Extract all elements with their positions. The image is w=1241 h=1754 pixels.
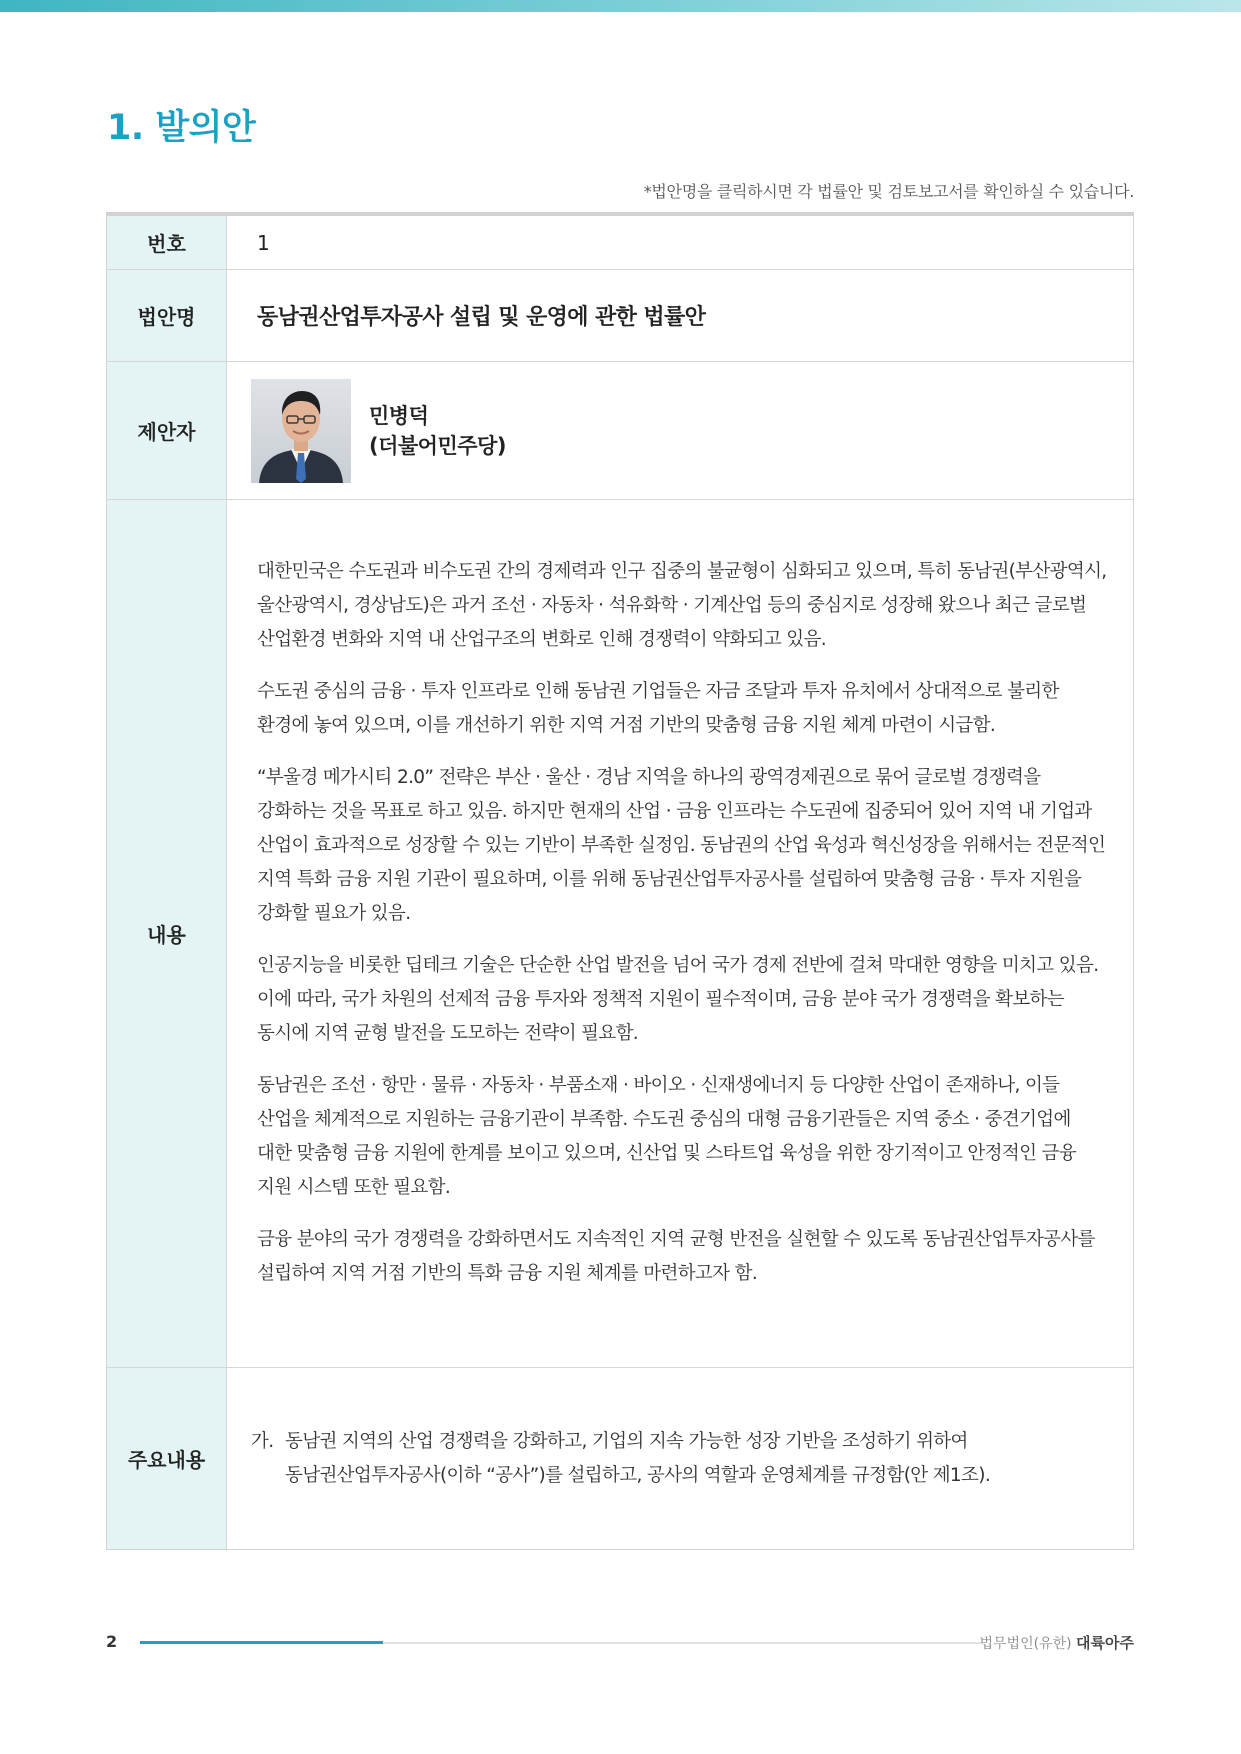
content-paragraphs <box>257 555 1107 1309</box>
content-line: 대한민국은 수도권과 비수도권 간의 경제력과 인구 집중의 불균형이 심화되고 있으며, 특히 동남권(부산광역시, <box>257 561 1107 582</box>
page-number: 2 <box>106 1632 118 1651</box>
person-portrait-icon <box>251 379 351 483</box>
content-label: 내용 <box>107 500 227 1367</box>
content-paragraph <box>257 1223 1107 1291</box>
main-item-line: 동남권산업투자공사(이하 “공사”)를 설립하고, 공사의 역할과 운영체계를 규정함(안 제1조). <box>285 1464 991 1486</box>
bill-title-link[interactable]: 동남권산업투자공사 설립 및 운영에 관한 법률안 <box>257 305 706 330</box>
content-paragraph <box>257 949 1107 1051</box>
row-number <box>107 216 1133 269</box>
proposer-party: (더불어민주당) <box>369 433 506 458</box>
content-line: 금융 분야의 국가 경쟁력을 강화하면서도 지속적인 지역 균형 반전을 실현할 수 있도록 동남권산업투자공사를 <box>257 1229 1095 1250</box>
content-paragraph <box>257 555 1107 657</box>
content-line: 산업이 효과적으로 성장할 수 있는 기반이 부족한 실정임. 동남권의 산업 육성과 혁신성장을 위해서는 전문적인 <box>257 835 1106 856</box>
content-line: 동시에 지역 균형 발전을 도모하는 전략이 필요함. <box>257 1023 639 1044</box>
row-proposer <box>107 361 1133 499</box>
firm-prefix: 법무법인(유한) <box>979 1636 1072 1652</box>
row-main-content <box>107 1367 1133 1549</box>
number-label: 번호 <box>107 216 227 269</box>
content-line: 동남권은 조선 · 항만 · 물류 · 자동차 · 부품소재 · 바이오 · 신재생에너지 등 다양한 산업이 존재하나, 이들 <box>257 1075 1060 1096</box>
content-line: 산업을 체계적으로 지원하는 금융기관이 부족함. 수도권 중심의 대형 금융기관들은 지역 중소 · 중견기업에 <box>257 1109 1071 1130</box>
bill-title-cell <box>227 270 1133 361</box>
content-line: 지역 특화 금융 지원 기관이 필요하며, 이를 위해 동남권산업투자공사를 설립하여 맞춤형 금융 · 투자 지원을 <box>257 869 1082 890</box>
footer-firm <box>980 1632 1135 1653</box>
content-line: 설립하여 지역 거점 기반의 특화 금융 지원 체계를 마련하고자 함. <box>257 1263 758 1284</box>
bill-table <box>106 212 1134 1550</box>
bill-label: 법안명 <box>107 270 227 361</box>
content-line: 이에 따라, 국가 차원의 선제적 금융 투자와 정책적 지원이 필수적이며, 금융 분야 국가 경쟁력을 확보하는 <box>257 989 1064 1010</box>
number-value: 1 <box>257 230 270 255</box>
top-accent-bar <box>0 0 1241 12</box>
main-item-line: 동남권 지역의 산업 경쟁력을 강화하고, 기업의 지속 가능한 성장 기반을 조성하기 위하여 <box>285 1430 968 1452</box>
main-item-marker: 가. <box>251 1430 274 1452</box>
content-line: 인공지능을 비롯한 딥테크 기술은 단순한 산업 발전을 넘어 국가 경제 전반에 걸쳐 막대한 영향을 미치고 있음. <box>257 955 1099 976</box>
content-line: 대한 맞춤형 금융 지원에 한계를 보이고 있으며, 신산업 및 스타트업 육성을 위한 장기적이고 안정적인 금융 <box>257 1143 1076 1164</box>
footer-progress-accent <box>140 1641 383 1644</box>
content-line: “부울경 메가시티 2.0” 전략은 부산 · 울산 · 경남 지역을 하나의 광역경제권으로 묶어 글로벌 경쟁력을 <box>257 767 1041 788</box>
content-paragraph <box>257 761 1107 931</box>
number-cell <box>227 216 1133 269</box>
main-label: 주요내용 <box>107 1368 227 1549</box>
main-item <box>251 1425 990 1493</box>
section-title: 1. 발의안 <box>107 108 256 148</box>
main-item-text <box>285 1425 990 1493</box>
firm-name: 대륙아주 <box>1076 1634 1134 1652</box>
content-line: 산업환경 변화와 지역 내 산업구조의 변화로 인해 경쟁력이 약화되고 있음. <box>257 629 826 650</box>
row-bill-title <box>107 269 1133 361</box>
content-line: 수도권 중심의 금융 · 투자 인프라로 인해 동남권 기업들은 자금 조달과 투자 유치에서 상대적으로 불리한 <box>257 681 1059 702</box>
content-cell <box>227 500 1133 1367</box>
row-content <box>107 499 1133 1367</box>
content-paragraph <box>257 675 1107 743</box>
content-line: 강화할 필요가 있음. <box>257 903 411 924</box>
content-line: 강화하는 것을 목표로 하고 있음. 하지만 현재의 산업 · 금융 인프라는 수도권에 집중되어 있어 지역 내 기업과 <box>257 801 1092 822</box>
content-line: 지원 시스템 또한 필요함. <box>257 1177 451 1198</box>
content-line: 울산광역시, 경상남도)은 과거 조선 · 자동차 · 석유화학 · 기계산업 등의 중심지로 성장해 왔으나 최근 글로벌 <box>257 595 1087 616</box>
proposer-info <box>369 401 506 461</box>
main-content-cell <box>227 1368 1133 1549</box>
proposer-cell <box>227 362 1133 499</box>
proposer-photo <box>251 379 351 483</box>
bill-link-note: *법안명을 클릭하시면 각 법률안 및 검토보고서를 확인하실 수 있습니다. <box>643 182 1134 201</box>
content-line: 환경에 놓여 있으며, 이를 개선하기 위한 지역 거점 기반의 맞춤형 금융 지원 체계 마련이 시급함. <box>257 715 996 736</box>
proposer-name: 민병덕 <box>369 403 429 428</box>
content-paragraph <box>257 1069 1107 1205</box>
proposer-label: 제안자 <box>107 362 227 499</box>
